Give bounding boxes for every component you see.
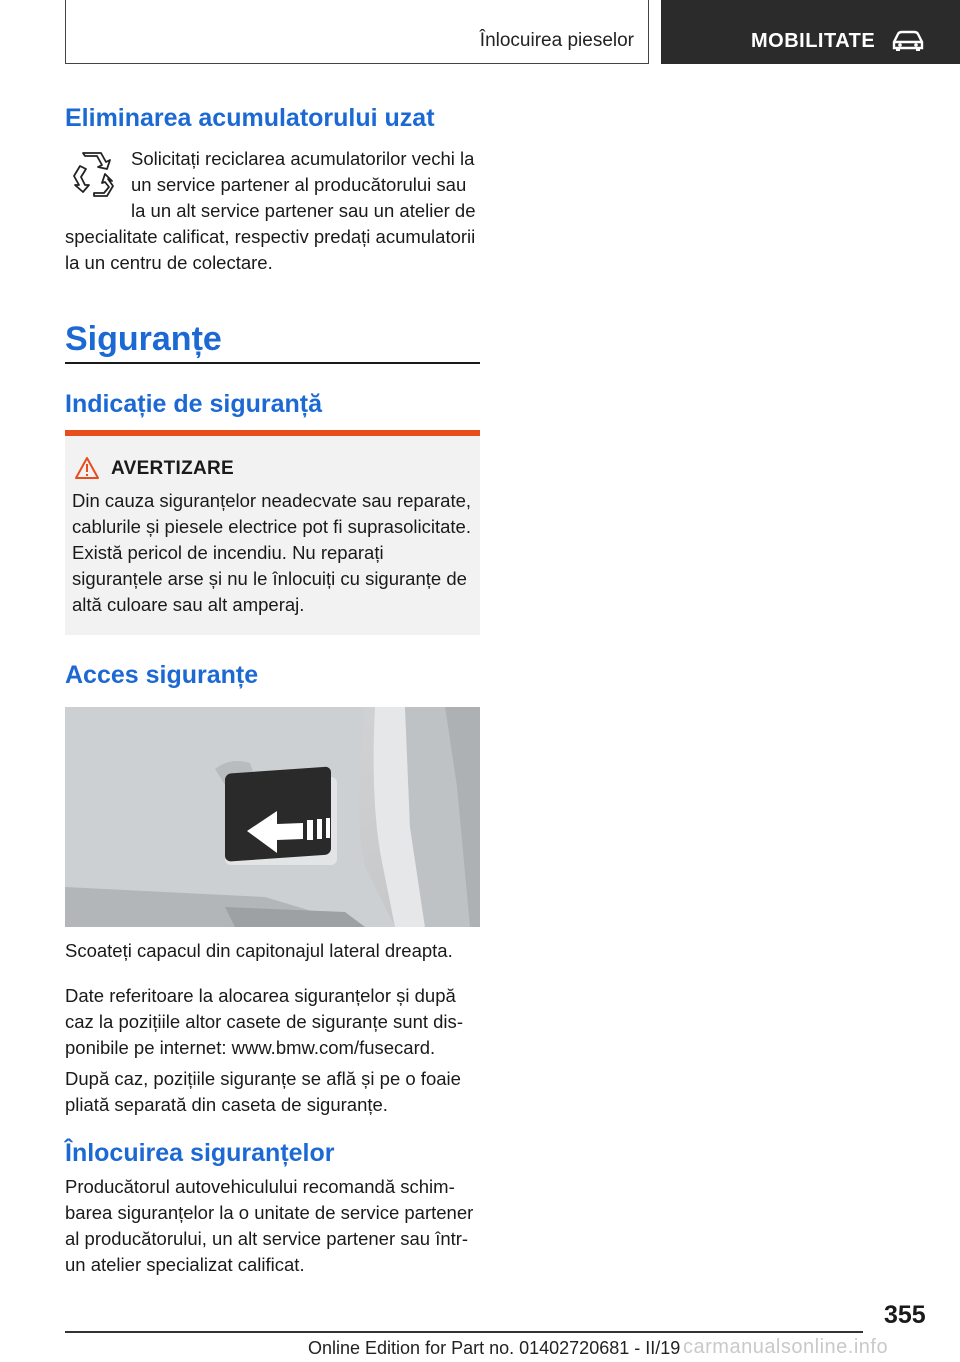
replace-heading: Înlocuirea siguranțelor	[65, 1139, 335, 1167]
edition-note: Online Edition for Part no. 01402720681 - II/19	[308, 1338, 681, 1358]
recycling-heading: Eliminarea acumulatorului uzat	[65, 104, 435, 132]
access-para-2: După caz, pozițiile siguranțe se află și pe o foaie pliată separată din caseta de siguranțe.	[65, 1068, 461, 1115]
access-para-1: Date referitoare la alocarea siguranțelor și după caz la pozițiile altor casete de siguranțe sunt disponibile pe internet: www.bmw.com/fusecard.	[65, 985, 463, 1058]
car-icon	[891, 28, 925, 52]
fuses-heading: Siguranțe	[65, 320, 222, 358]
recycling-text: Solicitați reciclarea acumulatorilor vechi la un service partener al producătorului sau la un alt service partener sau un atelier de specialitate calificat, respectiv predați acumulatorii la un centru de colectare.	[65, 148, 476, 273]
warning-triangle-icon	[74, 456, 100, 480]
header-section-box	[65, 0, 649, 64]
access-caption: Scoateți capacul din capitonajul lateral dreapta.	[65, 940, 453, 961]
fuse-access-photo	[65, 707, 480, 927]
warning-box	[65, 436, 480, 635]
recycling-text-block	[65, 146, 480, 276]
safety-heading: Indicație de siguranță	[65, 390, 323, 418]
header-chapter-box	[661, 0, 960, 64]
heading-rule	[65, 362, 480, 364]
section-title: Înlocuirea pieselor	[479, 30, 634, 51]
warning-text: Din cauza siguranțelor neadecvate sau reparate, cablurile și piesele electrice pot fi suprasolicitate. Există pericol de incendiu. Nu reparați siguranțele arse și nu le înlocuiți cu siguranțe de altă culoare sau alt amperaj.	[72, 490, 472, 615]
watermark: carmanualsonline.info	[683, 1336, 889, 1358]
warning-title: AVERTIZARE	[111, 458, 234, 479]
footer-rule	[65, 1331, 863, 1333]
chapter-title: MOBILITATE	[751, 30, 876, 52]
page-number: 355	[884, 1301, 926, 1329]
access-heading: Acces siguranțe	[65, 661, 259, 689]
replace-text: Producătorul autovehiculului recomandă schimbarea siguranțelor la o unitate de service partener al producătorului, un alt service partener sau într-un atelier specializat calificat.	[65, 1176, 474, 1275]
